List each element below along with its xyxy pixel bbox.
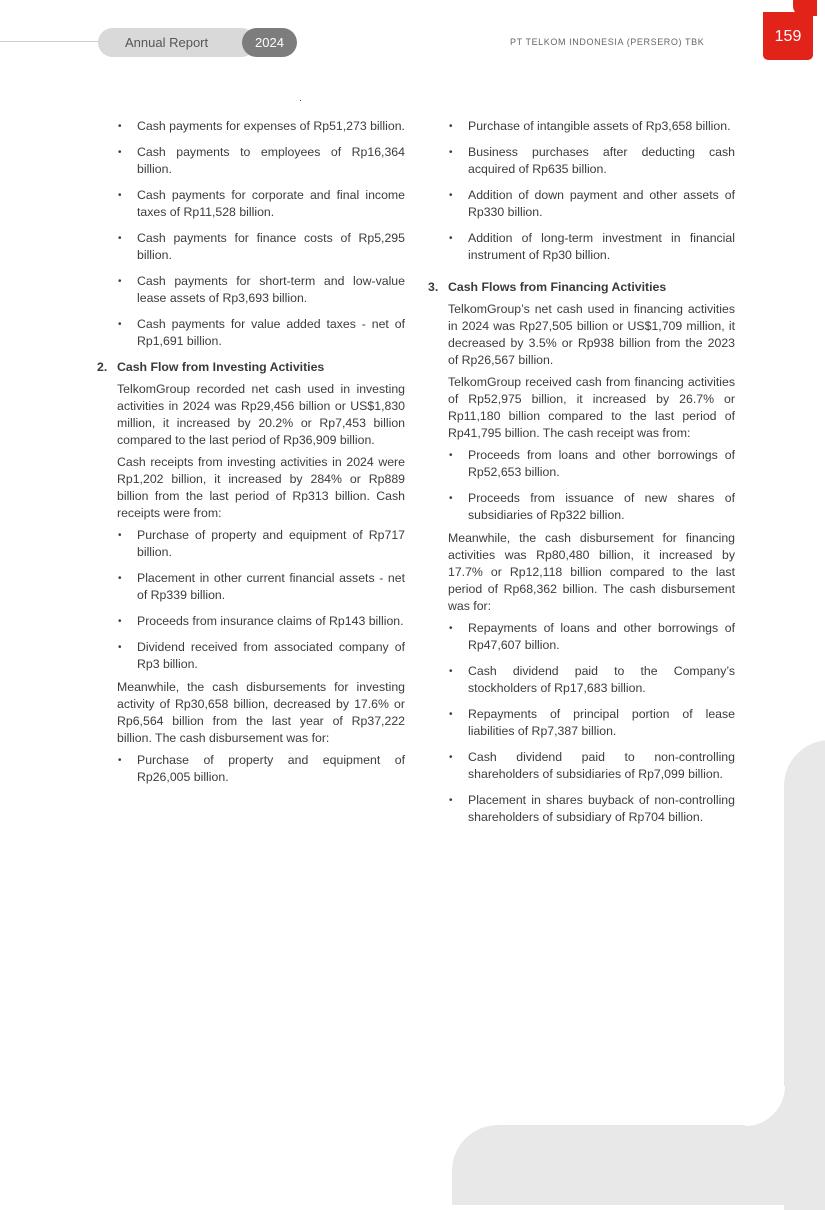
- section-number: 2.: [97, 360, 108, 374]
- right-column: [428, 118, 735, 835]
- section-title: Cash Flows from Financing Activities: [448, 280, 667, 294]
- list-item: • Purchase of property and equipment of Rp26,005 billion.: [97, 752, 405, 786]
- list-item: • Proceeds from issuance of new shares of subsidiaries of Rp322 billion.: [428, 490, 735, 524]
- list-item: • Cash payments for expenses of Rp51,273 billion.: [97, 118, 405, 135]
- list-item: • Proceeds from insurance claims of Rp143 billion.: [97, 613, 405, 630]
- section-heading-financing: [428, 279, 735, 296]
- investing-disbursements-list: [97, 752, 405, 786]
- paragraph: TelkomGroup received cash from financing activities of Rp52,975 billion, it increased by 26.7% or Rp11,180 billion compared to the last period of Rp41,795 billion. The cash receipt was from:: [448, 375, 735, 440]
- list-item: • Cash payments for finance costs of Rp5,295 billion.: [97, 230, 405, 264]
- list-item: • Cash dividend paid to the Company’s stockholders of Rp17,683 billion.: [428, 663, 735, 697]
- paragraph: TelkomGroup recorded net cash used in investing activities in 2024 was Rp29,456 billion or US$1,830 million, it increased by 20.2% or Rp7,453 billion compared to the last period of Rp36,909 billion.: [117, 382, 405, 447]
- company-name: PT TELKOM INDONESIA (PERSERO) TBK: [510, 37, 705, 47]
- list-item: • Addition of long-term investment in financial instrument of Rp30 billion.: [428, 230, 735, 264]
- paragraph: Cash receipts from investing activities in 2024 were Rp1,202 billion, it increased by 284% or Rp889 billion from the last period of Rp313 billion. Cash receipts were from:: [117, 455, 405, 520]
- list-item: • Cash dividend paid to non-controlling shareholders of subsidiaries of Rp7,099 billion.: [428, 749, 735, 783]
- list-item: • Placement in other current financial assets - net of Rp339 billion.: [97, 570, 405, 604]
- list-item: • Purchase of intangible assets of Rp3,658 billion.: [428, 118, 735, 135]
- section-title: Cash Flow from Investing Activities: [117, 360, 325, 374]
- expense-payment-list: [97, 118, 405, 350]
- list-item: • Cash payments for short-term and low-value lease assets of Rp3,693 billion.: [97, 273, 405, 307]
- stray-dot: [300, 100, 301, 101]
- list-item: • Repayments of principal portion of lease liabilities of Rp7,387 billion.: [428, 706, 735, 740]
- list-item: • Cash payments to employees of Rp16,364 billion.: [97, 144, 405, 178]
- investing-receipts-list: [97, 527, 405, 673]
- list-item: • Purchase of property and equipment of Rp717 billion.: [97, 527, 405, 561]
- list-item: • Proceeds from loans and other borrowings of Rp52,653 billion.: [428, 447, 735, 481]
- list-item: • Dividend received from associated company of Rp3 billion.: [97, 639, 405, 673]
- financing-disbursements-list: [428, 620, 735, 826]
- section-number: 3.: [428, 280, 439, 294]
- list-item: • Business purchases after deducting cash acquired of Rp635 billion.: [428, 144, 735, 178]
- list-item: • Placement in shares buyback of non-controlling shareholders of subsidiary of Rp704 billion.: [428, 792, 735, 826]
- background-shape-bottom: [452, 1125, 825, 1205]
- paragraph: TelkomGroup’s net cash used in financing activities in 2024 was Rp27,505 billion or US$1,709 million, it decreased by 3.5% or Rp938 billion from the 2023 of Rp26,567 billion.: [448, 302, 735, 367]
- section-heading-investing: [97, 359, 405, 376]
- paragraph: Meanwhile, the cash disbursements for investing activity of Rp30,658 billion, decreased by 17.6% or Rp6,564 billion from the last year of Rp37,222 billion. The cash disbursement was for:: [117, 680, 405, 745]
- report-year: 2024: [242, 28, 297, 57]
- list-item: • Cash payments for value added taxes - net of Rp1,691 billion.: [97, 316, 405, 350]
- list-item: • Repayments of loans and other borrowings of Rp47,607 billion.: [428, 620, 735, 654]
- list-item: • Cash payments for corporate and final income taxes of Rp11,528 billion.: [97, 187, 405, 221]
- investing-disbursements-continued-list: [428, 118, 735, 264]
- page-number: 159: [763, 12, 813, 60]
- header-divider-line: [0, 41, 110, 42]
- paragraph: Meanwhile, the cash disbursement for financing activities was Rp80,480 billion, it increased by 17.7% or Rp12,118 billion compared to the last period of Rp68,362 billion. The cash disbursement was for:: [448, 531, 735, 613]
- left-column: [97, 118, 405, 795]
- financing-receipts-list: [428, 447, 735, 524]
- list-item: • Addition of down payment and other assets of Rp330 billion.: [428, 187, 735, 221]
- report-label: Annual Report: [98, 28, 256, 57]
